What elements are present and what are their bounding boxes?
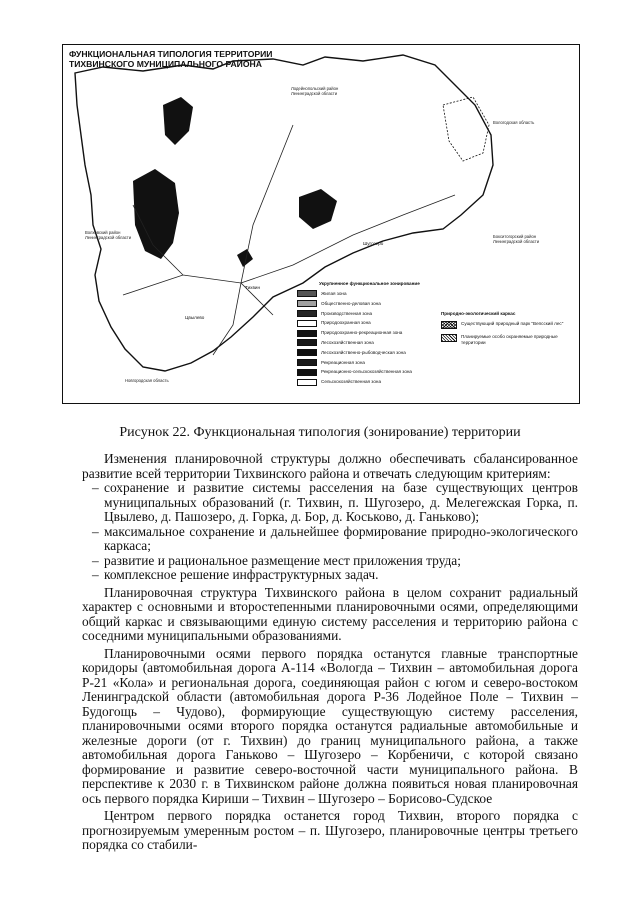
vepsian-forest-park [443, 97, 489, 161]
region-label: Вологодская область [493, 120, 535, 125]
legend-item [297, 338, 427, 348]
paragraph: Планировочная структура Тихвинского района в целом сохранит радиальный характер с основными и второстепенными планировочными осями, определяющими общий каркас и связывающими единую систему расселения и территорию района с соседними муниципальными образованиями. [82, 584, 578, 643]
legend-label: Общественно-деловая зона [321, 300, 381, 306]
region-label: Бокситогорский район Ленинградской области [493, 234, 540, 244]
map-figure [62, 44, 580, 404]
bullet-item: – сохранение и развитие системы расселения на базе существующих центров муниципальных образований (г. Тихвин, п. Шугозеро, д. Мелегежская Горка, п. Цвылево, д. Пашозеро, д. Горка, д. Бор, д. Коськово, д. Ганьково); [82, 481, 578, 525]
eco-legend-title: Природно-экологический каркас [441, 311, 516, 316]
legend-item [297, 377, 427, 387]
town-label: Шугозеро [363, 241, 384, 246]
legend-swatch [297, 379, 317, 386]
legend-label: Лесохозяйственно-рыбоводческая зона [321, 349, 406, 355]
paragraph: Центром первого порядка останется город Тихвин, второго порядка с прогнозируемым умеренным ростом – п. Шугозеро, планировочные центры третьего порядка со стабили- [82, 808, 578, 852]
legend-swatch [297, 310, 317, 317]
legend-item [297, 348, 427, 358]
region-label: Лодейнопольский район Ленинградской области [291, 86, 339, 96]
town-label: Цвылево [185, 315, 205, 320]
eco-legend-items [441, 321, 571, 350]
region-label: Волховский район Ленинградской области [85, 230, 132, 240]
figure-title [69, 50, 272, 69]
legend-label: Сельскохозяйственная зона [321, 379, 382, 385]
legend-item [297, 358, 427, 368]
figure-title-line1: ФУНКЦИОНАЛЬНАЯ ТИПОЛОГИЯ ТЕРРИТОРИИ [69, 49, 273, 59]
figure-caption: Рисунок 22. Функциональная типология (зонирование) территории [119, 425, 521, 440]
legend-label: Жилая зона [321, 291, 347, 297]
legend-swatch [297, 349, 317, 356]
legend-label: Природоохранная зона [321, 320, 371, 326]
paragraph: Изменения планировочной структуры должно обеспечивать сбалансированное развитие всей территории Тихвинского района и отвечать следующим критериям: [82, 451, 578, 481]
legend-item [297, 367, 427, 377]
legend-swatch [297, 369, 317, 376]
legend-label: Производственная зона [321, 310, 373, 316]
bullet-item: – максимальное сохранение и дальнейшее формирование природно-экологического каркаса; [82, 525, 578, 554]
legend-item [297, 328, 427, 338]
figure-title-line2: ТИХВИНСКОГО МУНИЦИПАЛЬНОГО РАЙОНА [69, 58, 262, 69]
eco-legend-label: Планируемые особо охраняемые природные территории [461, 334, 558, 345]
legend-label: Рекреационно-сельскохозяйственная зона [321, 369, 412, 375]
legend-title: Укрупненное функциональное зонирование [319, 281, 420, 286]
zone-west [133, 169, 179, 259]
legend-swatch [297, 330, 317, 337]
legend-label: Рекреационная зона [321, 359, 365, 365]
eco-legend-item [441, 321, 571, 329]
town-label: Тихвин [245, 285, 261, 290]
zone-center [299, 189, 337, 229]
eco-legend-label: Существующий природный парк "Вепсский лес" [461, 321, 564, 326]
legend-item [297, 289, 427, 299]
map-legend [295, 281, 575, 401]
bullet-item: – развитие и рациональное размещение мест приложения труда; [82, 554, 578, 569]
legend-item [297, 318, 427, 328]
legend-label: Природоохранно-рекреационная зона [321, 330, 403, 336]
legend-item [297, 309, 427, 319]
crosshatch-swatch [441, 321, 457, 329]
legend-label: Лесохозяйственная зона [321, 340, 374, 346]
legend-swatch [297, 300, 317, 307]
legend-swatch [297, 320, 317, 327]
legend-swatch [297, 359, 317, 366]
legend-items [297, 289, 427, 387]
legend-item [297, 299, 427, 309]
zone-north [163, 97, 193, 145]
region-label: Новгородская область [125, 378, 169, 383]
body-text [82, 452, 578, 853]
paragraph: Планировочными осями первого порядка останутся главные транспортные коридоры (автомобильная дорога А-114 «Вологда – Тихвин – автомобильная дорога Р-21 «Кола» и региональная дорога, соединяющая район с югом и северо-востоком Ленинградской области (автомобильная дорога Р-36 Лодейное Поле – Тихвин – Будогощь – Чудово), формирующие существующую систему расселения, планировочными осями второго порядка останутся радиальные автомобильные и железные дороги (от г. Тихвин) до границ муниципального района, а также автомобильная дорога Ганьково – Шугозеро – Корбеничи, с которой связано формирование и развитие северо-восточной части муниципального района. В перспективе к 2030 г. в Тихвинском районе должна появиться новая планировочная ось первого порядка Кириши – Тихвин – Шугозеро – Борисово-Судское [82, 645, 578, 806]
eco-legend-item [441, 334, 571, 345]
bullet-item: – комплексное решение инфраструктурных задач. [82, 568, 578, 583]
hatch-swatch [441, 334, 457, 342]
legend-swatch [297, 339, 317, 346]
legend-swatch [297, 290, 317, 297]
